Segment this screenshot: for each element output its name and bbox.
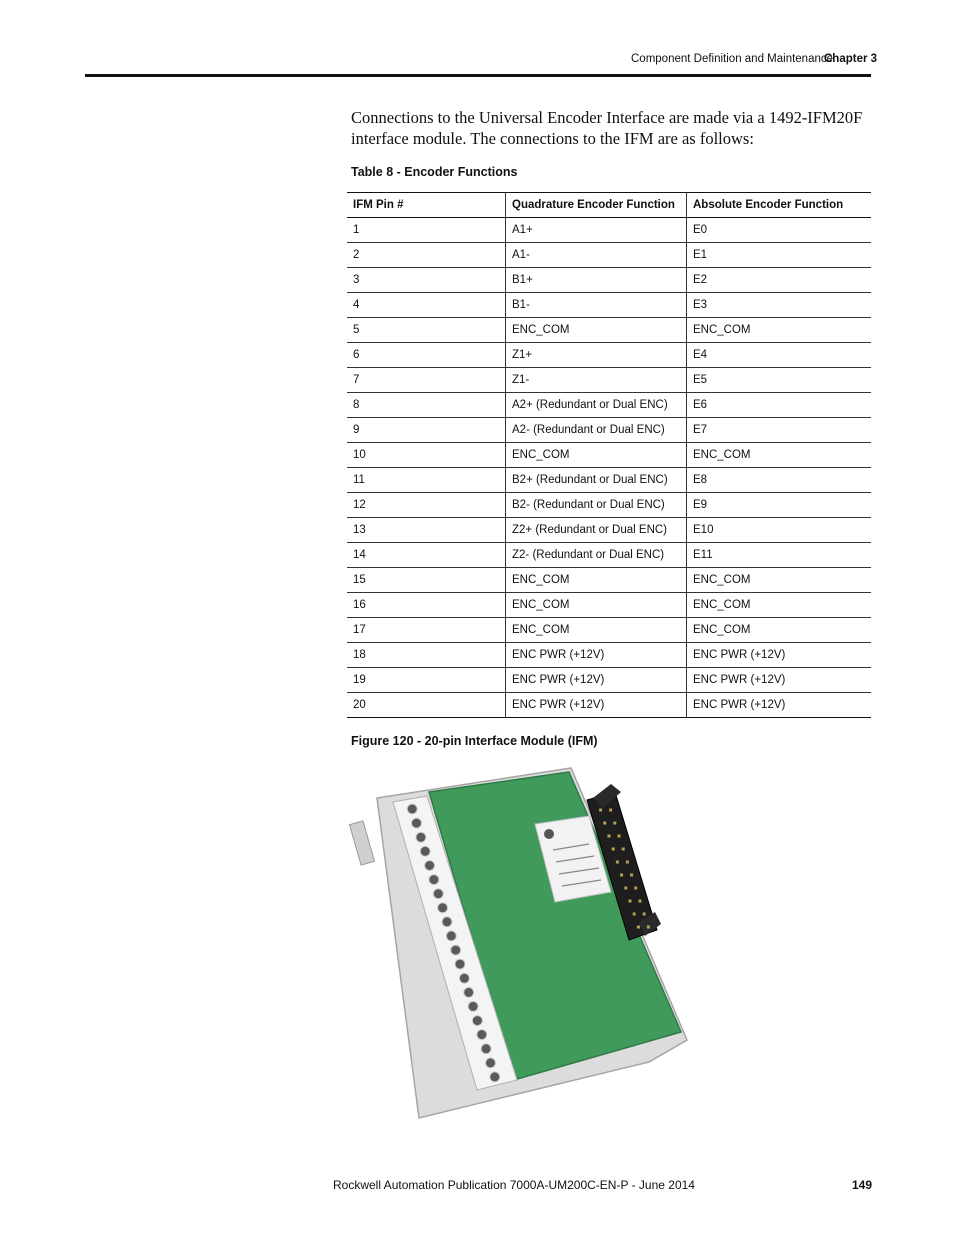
cell-quadrature-function: ENC_COM	[506, 593, 687, 618]
table-row	[347, 543, 871, 568]
terminal-screw	[429, 875, 439, 885]
cell-absolute-function: ENC PWR (+12V)	[687, 693, 872, 718]
din-rail-clip-top	[349, 821, 374, 865]
cell-absolute-function: E10	[687, 518, 872, 543]
allen-bradley-logo-icon	[544, 829, 554, 839]
cell-quadrature-function: ENC_COM	[506, 443, 687, 468]
terminal-screw	[468, 1001, 478, 1011]
connector-pin	[647, 926, 650, 929]
connector-pin	[626, 861, 629, 864]
terminal-screw	[416, 832, 426, 842]
table-row	[347, 468, 871, 493]
connector-pin	[609, 809, 612, 812]
connector-pin	[620, 874, 623, 877]
cell-pin: 17	[347, 618, 506, 643]
table-row	[347, 268, 871, 293]
table-row	[347, 443, 871, 468]
connector-pin	[603, 822, 606, 825]
terminal-screw	[425, 861, 435, 871]
cell-absolute-function: ENC_COM	[687, 568, 872, 593]
cell-absolute-function: E4	[687, 343, 872, 368]
cell-quadrature-function: A1+	[506, 218, 687, 243]
terminal-screw	[477, 1030, 487, 1040]
table-caption: Table 8 - Encoder Functions	[351, 165, 518, 179]
cell-pin: 13	[347, 518, 506, 543]
connector-pin	[618, 835, 621, 838]
cell-pin: 20	[347, 693, 506, 718]
cell-absolute-function: E9	[687, 493, 872, 518]
cell-absolute-function: E0	[687, 218, 872, 243]
cell-pin: 16	[347, 593, 506, 618]
cell-pin: 8	[347, 393, 506, 418]
cell-quadrature-function: B1+	[506, 268, 687, 293]
table-row	[347, 368, 871, 393]
ifm-module-illustration	[349, 762, 701, 1126]
cell-pin: 19	[347, 668, 506, 693]
cell-pin: 15	[347, 568, 506, 593]
connector-pin	[622, 848, 625, 851]
table-row	[347, 418, 871, 443]
column-header-absolute: Absolute Encoder Function	[687, 193, 872, 218]
cell-absolute-function: E6	[687, 393, 872, 418]
terminal-screw	[486, 1058, 496, 1068]
cell-pin: 11	[347, 468, 506, 493]
cell-quadrature-function: A2- (Redundant or Dual ENC)	[506, 418, 687, 443]
cell-pin: 9	[347, 418, 506, 443]
terminal-screw	[446, 931, 456, 941]
table-row	[347, 693, 871, 718]
terminal-screw	[459, 973, 469, 983]
cell-absolute-function: E2	[687, 268, 872, 293]
table-row	[347, 293, 871, 318]
connector-pin	[599, 809, 602, 812]
cell-pin: 18	[347, 643, 506, 668]
connector-pin	[613, 822, 616, 825]
table-row	[347, 518, 871, 543]
cell-absolute-function: E7	[687, 418, 872, 443]
table-row	[347, 618, 871, 643]
table-body	[347, 218, 871, 718]
table-row	[347, 643, 871, 668]
cell-quadrature-function: ENC_COM	[506, 618, 687, 643]
connector-pin	[634, 887, 637, 890]
connector-pin	[630, 874, 633, 877]
cell-absolute-function: E8	[687, 468, 872, 493]
terminal-screw	[490, 1072, 500, 1082]
cell-quadrature-function: Z2+ (Redundant or Dual ENC)	[506, 518, 687, 543]
cell-pin: 5	[347, 318, 506, 343]
terminal-screw	[420, 846, 430, 856]
running-header-section: Component Definition and Maintenance	[631, 53, 834, 65]
cell-pin: 14	[347, 543, 506, 568]
cell-absolute-function: ENC PWR (+12V)	[687, 643, 872, 668]
cell-pin: 1	[347, 218, 506, 243]
table-row	[347, 393, 871, 418]
cell-quadrature-function: ENC_COM	[506, 568, 687, 593]
terminal-screw	[433, 889, 443, 899]
table-row	[347, 568, 871, 593]
cell-pin: 7	[347, 368, 506, 393]
table-row	[347, 493, 871, 518]
terminal-screw	[438, 903, 448, 913]
terminal-screw	[412, 818, 422, 828]
cell-quadrature-function: ENC_COM	[506, 318, 687, 343]
cell-quadrature-function: B2- (Redundant or Dual ENC)	[506, 493, 687, 518]
terminal-screw	[472, 1016, 482, 1026]
cell-absolute-function: ENC_COM	[687, 443, 872, 468]
connector-pin	[608, 835, 611, 838]
cell-quadrature-function: Z1-	[506, 368, 687, 393]
connector-pin	[616, 861, 619, 864]
cell-absolute-function: E3	[687, 293, 872, 318]
cell-pin: 4	[347, 293, 506, 318]
terminal-screw	[442, 917, 452, 927]
cell-quadrature-function: B2+ (Redundant or Dual ENC)	[506, 468, 687, 493]
connector-pin	[624, 887, 627, 890]
terminal-screw	[407, 804, 417, 814]
cell-quadrature-function: A2+ (Redundant or Dual ENC)	[506, 393, 687, 418]
terminal-screw	[451, 945, 461, 955]
cell-quadrature-function: Z2- (Redundant or Dual ENC)	[506, 543, 687, 568]
cell-absolute-function: ENC_COM	[687, 618, 872, 643]
cell-absolute-function: ENC_COM	[687, 593, 872, 618]
cell-absolute-function: E5	[687, 368, 872, 393]
cell-quadrature-function: A1-	[506, 243, 687, 268]
terminal-screw	[464, 987, 474, 997]
page-number: 149	[852, 1178, 873, 1192]
connector-pin	[633, 913, 636, 916]
connector-pin	[639, 900, 642, 903]
cell-pin: 12	[347, 493, 506, 518]
footer-publication: Rockwell Automation Publication 7000A-UM200C-EN-P - June 2014	[333, 1178, 695, 1192]
intro-paragraph: Connections to the Universal Encoder Interface are made via a 1492-IFM20F interface module. The connections to the IFM are as follows:	[351, 108, 863, 148]
running-header-chapter: Chapter 3	[824, 53, 878, 65]
header-rule	[85, 74, 871, 77]
cell-absolute-function: ENC PWR (+12V)	[687, 668, 872, 693]
table-row	[347, 343, 871, 368]
table-row	[347, 668, 871, 693]
figure-caption: Figure 120 - 20-pin Interface Module (IFM)	[351, 734, 598, 748]
connector-pin	[643, 913, 646, 916]
table-header-row	[347, 193, 871, 218]
table-row	[347, 243, 871, 268]
terminal-screw	[455, 959, 465, 969]
connector-pin	[629, 900, 632, 903]
cell-pin: 10	[347, 443, 506, 468]
cell-absolute-function: E11	[687, 543, 872, 568]
table-row	[347, 318, 871, 343]
encoder-functions-table	[347, 192, 871, 718]
column-header-quadrature: Quadrature Encoder Function	[506, 193, 687, 218]
cell-absolute-function: E1	[687, 243, 872, 268]
terminal-screw	[481, 1044, 491, 1054]
table-row	[347, 593, 871, 618]
connector-pin	[612, 848, 615, 851]
cell-quadrature-function: ENC PWR (+12V)	[506, 643, 687, 668]
table-row	[347, 218, 871, 243]
cell-quadrature-function: ENC PWR (+12V)	[506, 693, 687, 718]
cell-pin: 3	[347, 268, 506, 293]
cell-pin: 6	[347, 343, 506, 368]
cell-absolute-function: ENC_COM	[687, 318, 872, 343]
column-header-pin: IFM Pin #	[347, 193, 506, 218]
cell-quadrature-function: B1-	[506, 293, 687, 318]
cell-pin: 2	[347, 243, 506, 268]
cell-quadrature-function: ENC PWR (+12V)	[506, 668, 687, 693]
connector-pin	[637, 926, 640, 929]
cell-quadrature-function: Z1+	[506, 343, 687, 368]
